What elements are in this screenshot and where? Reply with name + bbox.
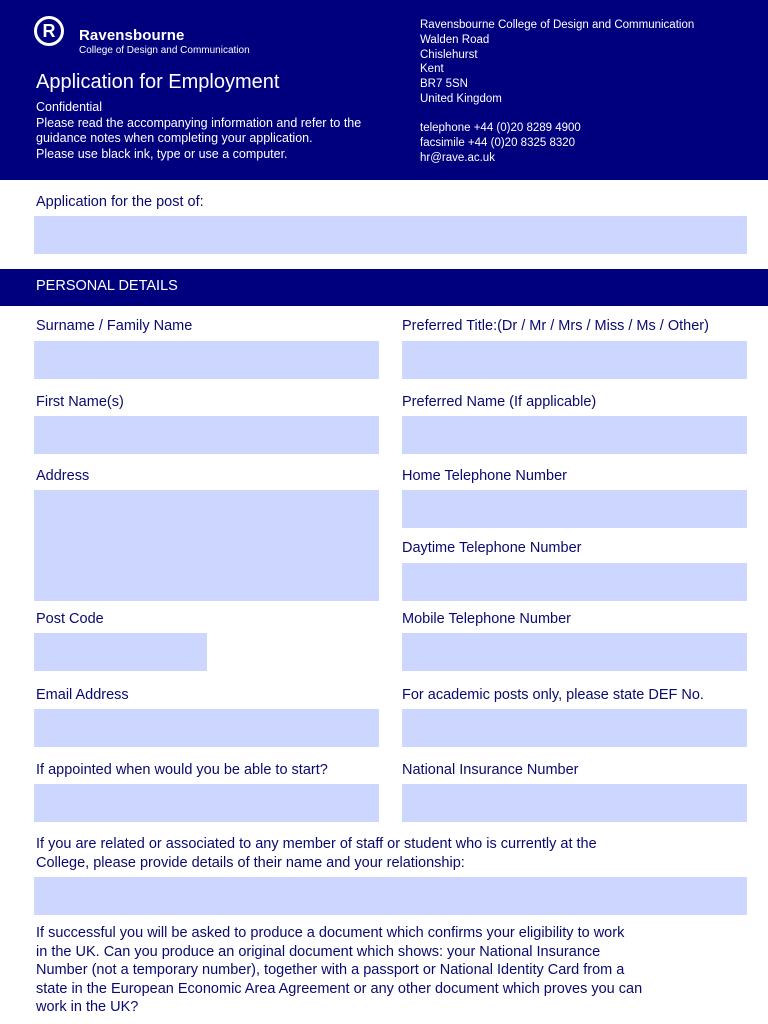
daytime-telephone-label: Daytime Telephone Number — [402, 540, 582, 556]
logo-subtitle: College of Design and Communication — [79, 45, 250, 56]
title-input[interactable] — [402, 341, 747, 379]
surname-input[interactable] — [34, 341, 379, 379]
post-label: Application for the post of: — [36, 194, 204, 210]
section-title: PERSONAL DETAILS — [36, 278, 178, 294]
address-line: United Kingdom — [420, 92, 502, 105]
eligibility-line: in the UK. Can you produce an original document which shows: your National Insurance — [36, 943, 601, 960]
home-telephone-input[interactable] — [402, 490, 747, 528]
page-title: Application for Employment — [36, 71, 280, 93]
def-number-label: For academic posts only, please state DEF No. — [402, 687, 704, 703]
address-line: Ravensbourne College of Design and Communication — [420, 19, 695, 31]
note-line: Please read the accompanying information and refer to the — [36, 115, 362, 130]
post-code-input[interactable] — [34, 633, 207, 671]
telephone-line: telephone +44 (0)20 8289 4900 — [420, 122, 581, 134]
national-insurance-label: National Insurance Number — [402, 762, 579, 778]
national-insurance-input[interactable] — [402, 784, 747, 822]
address-line: Kent — [420, 63, 444, 76]
eligibility-line: If successful you will be asked to produce a document which confirms your eligibility to work — [36, 925, 625, 941]
header-notes — [36, 100, 411, 162]
related-question — [36, 835, 597, 872]
start-date-label: If appointed when would you be able to start? — [36, 762, 328, 778]
college-contact — [420, 121, 581, 165]
daytime-telephone-input[interactable] — [402, 563, 747, 601]
post-code-label: Post Code — [36, 611, 104, 627]
related-input[interactable] — [34, 877, 747, 915]
email-link[interactable]: hr@rave.ac.uk — [420, 151, 495, 164]
related-line: College, please provide details of their name and your relationship: — [36, 854, 465, 871]
address-line: Chislehurst — [420, 48, 478, 61]
eligibility-line: state in the European Economic Area Agreement or any other document which proves you can — [36, 980, 643, 997]
email-label: Email Address — [36, 687, 129, 703]
def-number-input[interactable] — [402, 709, 747, 747]
start-date-input[interactable] — [34, 784, 379, 822]
title-label: Preferred Title:(Dr / Mr / Mrs / Miss / Ms / Other) — [402, 318, 709, 334]
logo-name: Ravensbourne — [79, 27, 185, 44]
address-line: Walden Road — [420, 33, 490, 46]
header-banner — [0, 0, 768, 180]
preferred-name-input[interactable] — [402, 416, 747, 454]
section-header-personal-details — [0, 269, 768, 306]
eligibility-line: Number (not a temporary number), together with a passport or National Identity Card from a — [36, 962, 625, 979]
surname-label: Surname / Family Name — [36, 318, 193, 334]
address-line: BR7 5SN — [420, 78, 468, 91]
address-label: Address — [36, 468, 90, 484]
post-input[interactable] — [34, 216, 747, 254]
mobile-telephone-label: Mobile Telephone Number — [402, 611, 572, 627]
first-name-input[interactable] — [34, 416, 379, 454]
first-name-label: First Name(s) — [36, 394, 124, 410]
note-line: guidance notes when completing your application. — [36, 131, 313, 145]
college-address — [420, 18, 694, 107]
note-confidential: Confidential — [36, 100, 103, 114]
mobile-telephone-input[interactable] — [402, 633, 747, 671]
eligibility-question — [36, 924, 642, 1017]
facsimile-line: facsimile +44 (0)20 8325 8320 — [420, 136, 576, 149]
email-input[interactable] — [34, 709, 379, 747]
note-line: Please use black ink, type or use a computer. — [36, 146, 288, 161]
ravensbourne-logo-icon: R — [34, 16, 64, 46]
related-line: If you are related or associated to any member of staff or student who is currently at the — [36, 836, 597, 852]
eligibility-line: work in the UK? — [36, 999, 139, 1016]
home-telephone-label: Home Telephone Number — [402, 468, 567, 484]
address-input[interactable] — [34, 490, 379, 601]
preferred-name-label: Preferred Name (If applicable) — [402, 394, 597, 410]
